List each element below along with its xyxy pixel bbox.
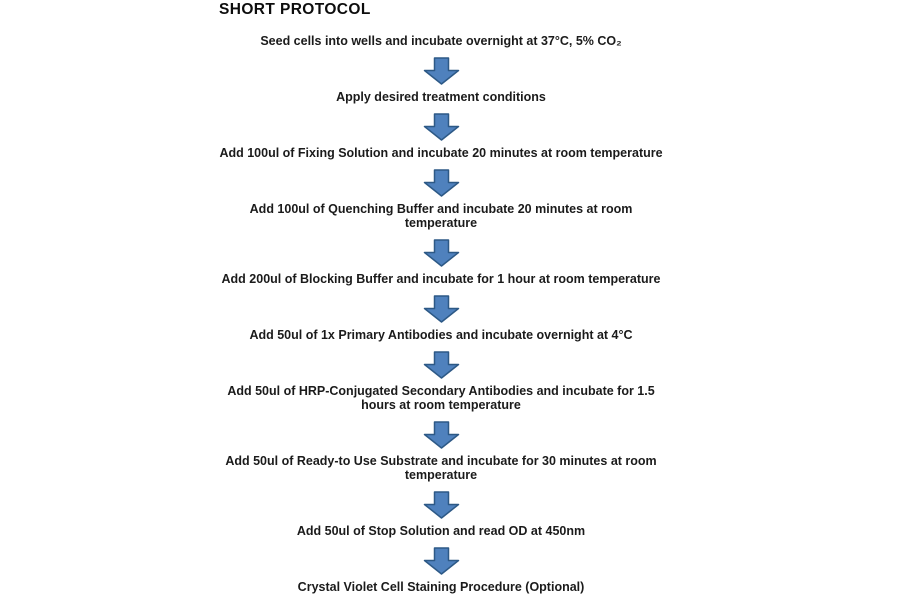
protocol-flow <box>121 34 761 594</box>
protocol-step: Seed cells into wells and incubate overnight at 37°C, 5% CO₂ <box>260 34 622 48</box>
down-arrow-icon <box>423 351 460 379</box>
down-arrow-icon <box>423 57 460 85</box>
protocol-step: Add 50ul of Ready-to Use Substrate and incubate for 30 minutes at room temperature <box>225 454 657 482</box>
protocol-step: Apply desired treatment conditions <box>336 90 546 104</box>
protocol-step: Add 200ul of Blocking Buffer and incubate for 1 hour at room temperature <box>221 272 661 286</box>
down-arrow-icon <box>423 295 460 323</box>
down-arrow-icon <box>423 547 460 575</box>
down-arrow-icon <box>423 491 460 519</box>
protocol-step: Add 50ul of HRP-Conjugated Secondary Antibodies and incubate for 1.5 hours at room temperature <box>227 384 655 412</box>
down-arrow-icon <box>423 169 460 197</box>
protocol-step: Crystal Violet Cell Staining Procedure (Optional) <box>297 580 585 594</box>
down-arrow-icon <box>423 239 460 267</box>
down-arrow-icon <box>423 421 460 449</box>
protocol-step: Add 50ul of 1x Primary Antibodies and incubate overnight at 4°C <box>249 328 633 342</box>
protocol-step: Add 100ul of Quenching Buffer and incubate 20 minutes at room temperature <box>249 202 633 230</box>
page-title: SHORT PROTOCOL <box>219 1 371 18</box>
protocol-step: Add 100ul of Fixing Solution and incubate 20 minutes at room temperature <box>219 146 663 160</box>
protocol-step: Add 50ul of Stop Solution and read OD at 450nm <box>296 524 586 538</box>
down-arrow-icon <box>423 113 460 141</box>
